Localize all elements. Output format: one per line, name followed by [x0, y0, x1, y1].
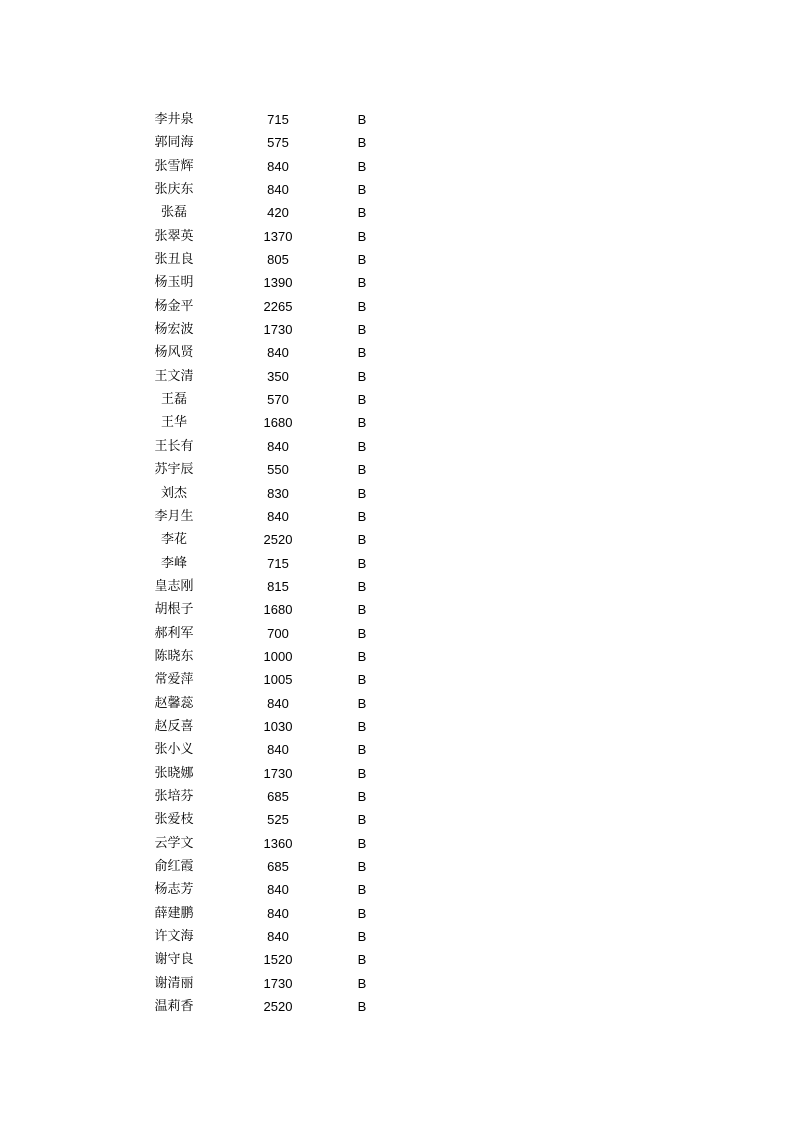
table-row: [0, 785, 793, 808]
value-cell: 575: [267, 135, 289, 151]
name-cell: 王文清: [154, 368, 194, 384]
table-row: [0, 972, 793, 995]
grade-cell: B: [357, 578, 367, 594]
value-cell: 805: [267, 252, 289, 268]
table-row: [0, 552, 793, 575]
grade-cell: B: [357, 298, 367, 314]
name-cell: 杨宏波: [154, 322, 194, 338]
table-row: [0, 645, 793, 668]
value-cell: 840: [267, 508, 289, 524]
name-cell: 温莉香: [154, 999, 194, 1015]
table-row: [0, 318, 793, 341]
name-cell: 谢守良: [154, 952, 194, 968]
value-cell: 525: [267, 812, 289, 828]
table-row: [0, 575, 793, 598]
name-cell: 李月生: [154, 508, 194, 524]
name-cell: 李井泉: [154, 112, 194, 127]
value-cell: 1030: [263, 718, 293, 734]
grade-cell: B: [357, 742, 367, 758]
value-cell: 2520: [263, 532, 293, 548]
grade-cell: B: [357, 135, 367, 151]
grade-cell: B: [357, 438, 367, 454]
grade-cell: B: [357, 929, 367, 945]
grade-cell: B: [357, 602, 367, 618]
table-row: [0, 528, 793, 551]
table-row: [0, 878, 793, 901]
value-cell: 700: [267, 625, 289, 641]
name-cell: 张磊: [160, 205, 187, 221]
table-row: [0, 692, 793, 715]
table-row: [0, 762, 793, 785]
value-cell: 840: [267, 158, 289, 174]
value-cell: 840: [267, 182, 289, 198]
grade-cell: B: [357, 392, 367, 408]
name-cell: 张小义: [154, 742, 194, 758]
grade-cell: B: [357, 788, 367, 804]
value-cell: 1680: [263, 415, 293, 431]
data-table: [0, 108, 793, 1018]
name-cell: 谢清丽: [154, 975, 194, 991]
value-cell: 420: [267, 205, 289, 221]
table-row: [0, 948, 793, 971]
value-cell: 1390: [263, 275, 293, 291]
name-cell: 王磊: [160, 392, 187, 408]
value-cell: 715: [267, 555, 289, 571]
table-row: [0, 458, 793, 481]
name-cell: 张庆东: [154, 182, 194, 198]
name-cell: 张翠英: [154, 228, 194, 244]
value-cell: 1730: [263, 765, 293, 781]
table-row: [0, 855, 793, 878]
grade-cell: B: [357, 648, 367, 664]
name-cell: 张晓娜: [154, 765, 194, 781]
grade-cell: B: [357, 532, 367, 548]
name-cell: 张雪辉: [154, 158, 194, 174]
grade-cell: B: [357, 882, 367, 898]
grade-cell: B: [357, 345, 367, 361]
name-cell: 杨志芳: [154, 882, 194, 898]
table-row: [0, 925, 793, 948]
grade-cell: B: [357, 625, 367, 641]
name-cell: 杨玉明: [154, 275, 194, 291]
value-cell: 570: [267, 392, 289, 408]
grade-cell: B: [357, 205, 367, 221]
grade-cell: B: [357, 999, 367, 1015]
value-cell: 840: [267, 345, 289, 361]
table-row: [0, 715, 793, 738]
grade-cell: B: [357, 975, 367, 991]
grade-cell: B: [357, 462, 367, 478]
name-cell: 许文海: [154, 929, 194, 945]
grade-cell: B: [357, 765, 367, 781]
grade-cell: B: [357, 952, 367, 968]
name-cell: 苏宇辰: [154, 462, 194, 478]
name-cell: 俞红霞: [154, 859, 194, 874]
value-cell: 815: [267, 578, 289, 594]
table-row: [0, 388, 793, 411]
grade-cell: B: [357, 508, 367, 524]
value-cell: 715: [267, 112, 289, 127]
name-cell: 张丑良: [154, 252, 194, 268]
grade-cell: B: [357, 158, 367, 174]
value-cell: 840: [267, 742, 289, 758]
grade-cell: B: [357, 835, 367, 851]
value-cell: 1370: [263, 228, 293, 244]
table-row: [0, 341, 793, 364]
name-cell: 李花: [160, 532, 187, 548]
grade-cell: B: [357, 672, 367, 688]
table-row: [0, 995, 793, 1018]
name-cell: 陈晓东: [154, 648, 194, 664]
value-cell: 350: [267, 368, 289, 384]
grade-cell: B: [357, 322, 367, 338]
table-row: [0, 902, 793, 925]
table-row: [0, 832, 793, 855]
grade-cell: B: [357, 228, 367, 244]
value-cell: 2265: [263, 298, 293, 314]
value-cell: 1520: [263, 952, 293, 968]
grade-cell: B: [357, 859, 367, 874]
name-cell: 薛建鹏: [154, 905, 194, 921]
name-cell: 胡根子: [154, 602, 194, 618]
grade-cell: B: [357, 555, 367, 571]
name-cell: 李峰: [160, 555, 187, 571]
table-row: [0, 131, 793, 154]
value-cell: 1360: [263, 835, 293, 851]
value-cell: 1730: [263, 975, 293, 991]
value-cell: 1000: [263, 648, 293, 664]
grade-cell: B: [357, 695, 367, 711]
table-row: [0, 668, 793, 691]
grade-cell: B: [357, 812, 367, 828]
name-cell: 赵反喜: [154, 718, 194, 734]
name-cell: 杨金平: [154, 298, 194, 314]
table-row: [0, 271, 793, 294]
grade-cell: B: [357, 252, 367, 268]
name-cell: 杨风贤: [154, 345, 194, 361]
table-row: [0, 155, 793, 178]
table-row: [0, 505, 793, 528]
value-cell: 685: [267, 788, 289, 804]
table-row: [0, 201, 793, 224]
value-cell: 1005: [263, 672, 293, 688]
value-cell: 840: [267, 695, 289, 711]
grade-cell: B: [357, 275, 367, 291]
name-cell: 张爱枝: [154, 812, 194, 828]
name-cell: 张培芬: [154, 788, 194, 804]
grade-cell: B: [357, 182, 367, 198]
name-cell: 王华: [160, 415, 187, 431]
value-cell: 840: [267, 905, 289, 921]
name-cell: 常爱萍: [154, 672, 194, 688]
table-row: [0, 365, 793, 388]
value-cell: 550: [267, 462, 289, 478]
name-cell: 皇志刚: [154, 578, 194, 594]
table-row: [0, 808, 793, 831]
grade-cell: B: [357, 718, 367, 734]
grade-cell: B: [357, 368, 367, 384]
name-cell: 云学文: [154, 835, 194, 851]
grade-cell: B: [357, 415, 367, 431]
grade-cell: B: [357, 112, 367, 127]
table-row: [0, 738, 793, 761]
value-cell: 1680: [263, 602, 293, 618]
value-cell: 840: [267, 438, 289, 454]
table-row: [0, 435, 793, 458]
value-cell: 840: [267, 929, 289, 945]
value-cell: 830: [267, 485, 289, 501]
table-row: [0, 482, 793, 505]
name-cell: 郭同海: [154, 135, 194, 151]
table-row: [0, 248, 793, 271]
table-row: [0, 295, 793, 318]
value-cell: 1730: [263, 322, 293, 338]
name-cell: 赵馨蕊: [154, 695, 194, 711]
value-cell: 2520: [263, 999, 293, 1015]
table-row: [0, 622, 793, 645]
name-cell: 郝利军: [154, 625, 194, 641]
grade-cell: B: [357, 905, 367, 921]
value-cell: 840: [267, 882, 289, 898]
table-row: [0, 178, 793, 201]
table-row: [0, 411, 793, 434]
name-cell: 王长有: [154, 438, 194, 454]
value-cell: 685: [267, 859, 289, 874]
table-row: [0, 225, 793, 248]
table-row: [0, 108, 793, 131]
grade-cell: B: [357, 485, 367, 501]
table-row: [0, 598, 793, 621]
name-cell: 刘杰: [160, 485, 187, 501]
